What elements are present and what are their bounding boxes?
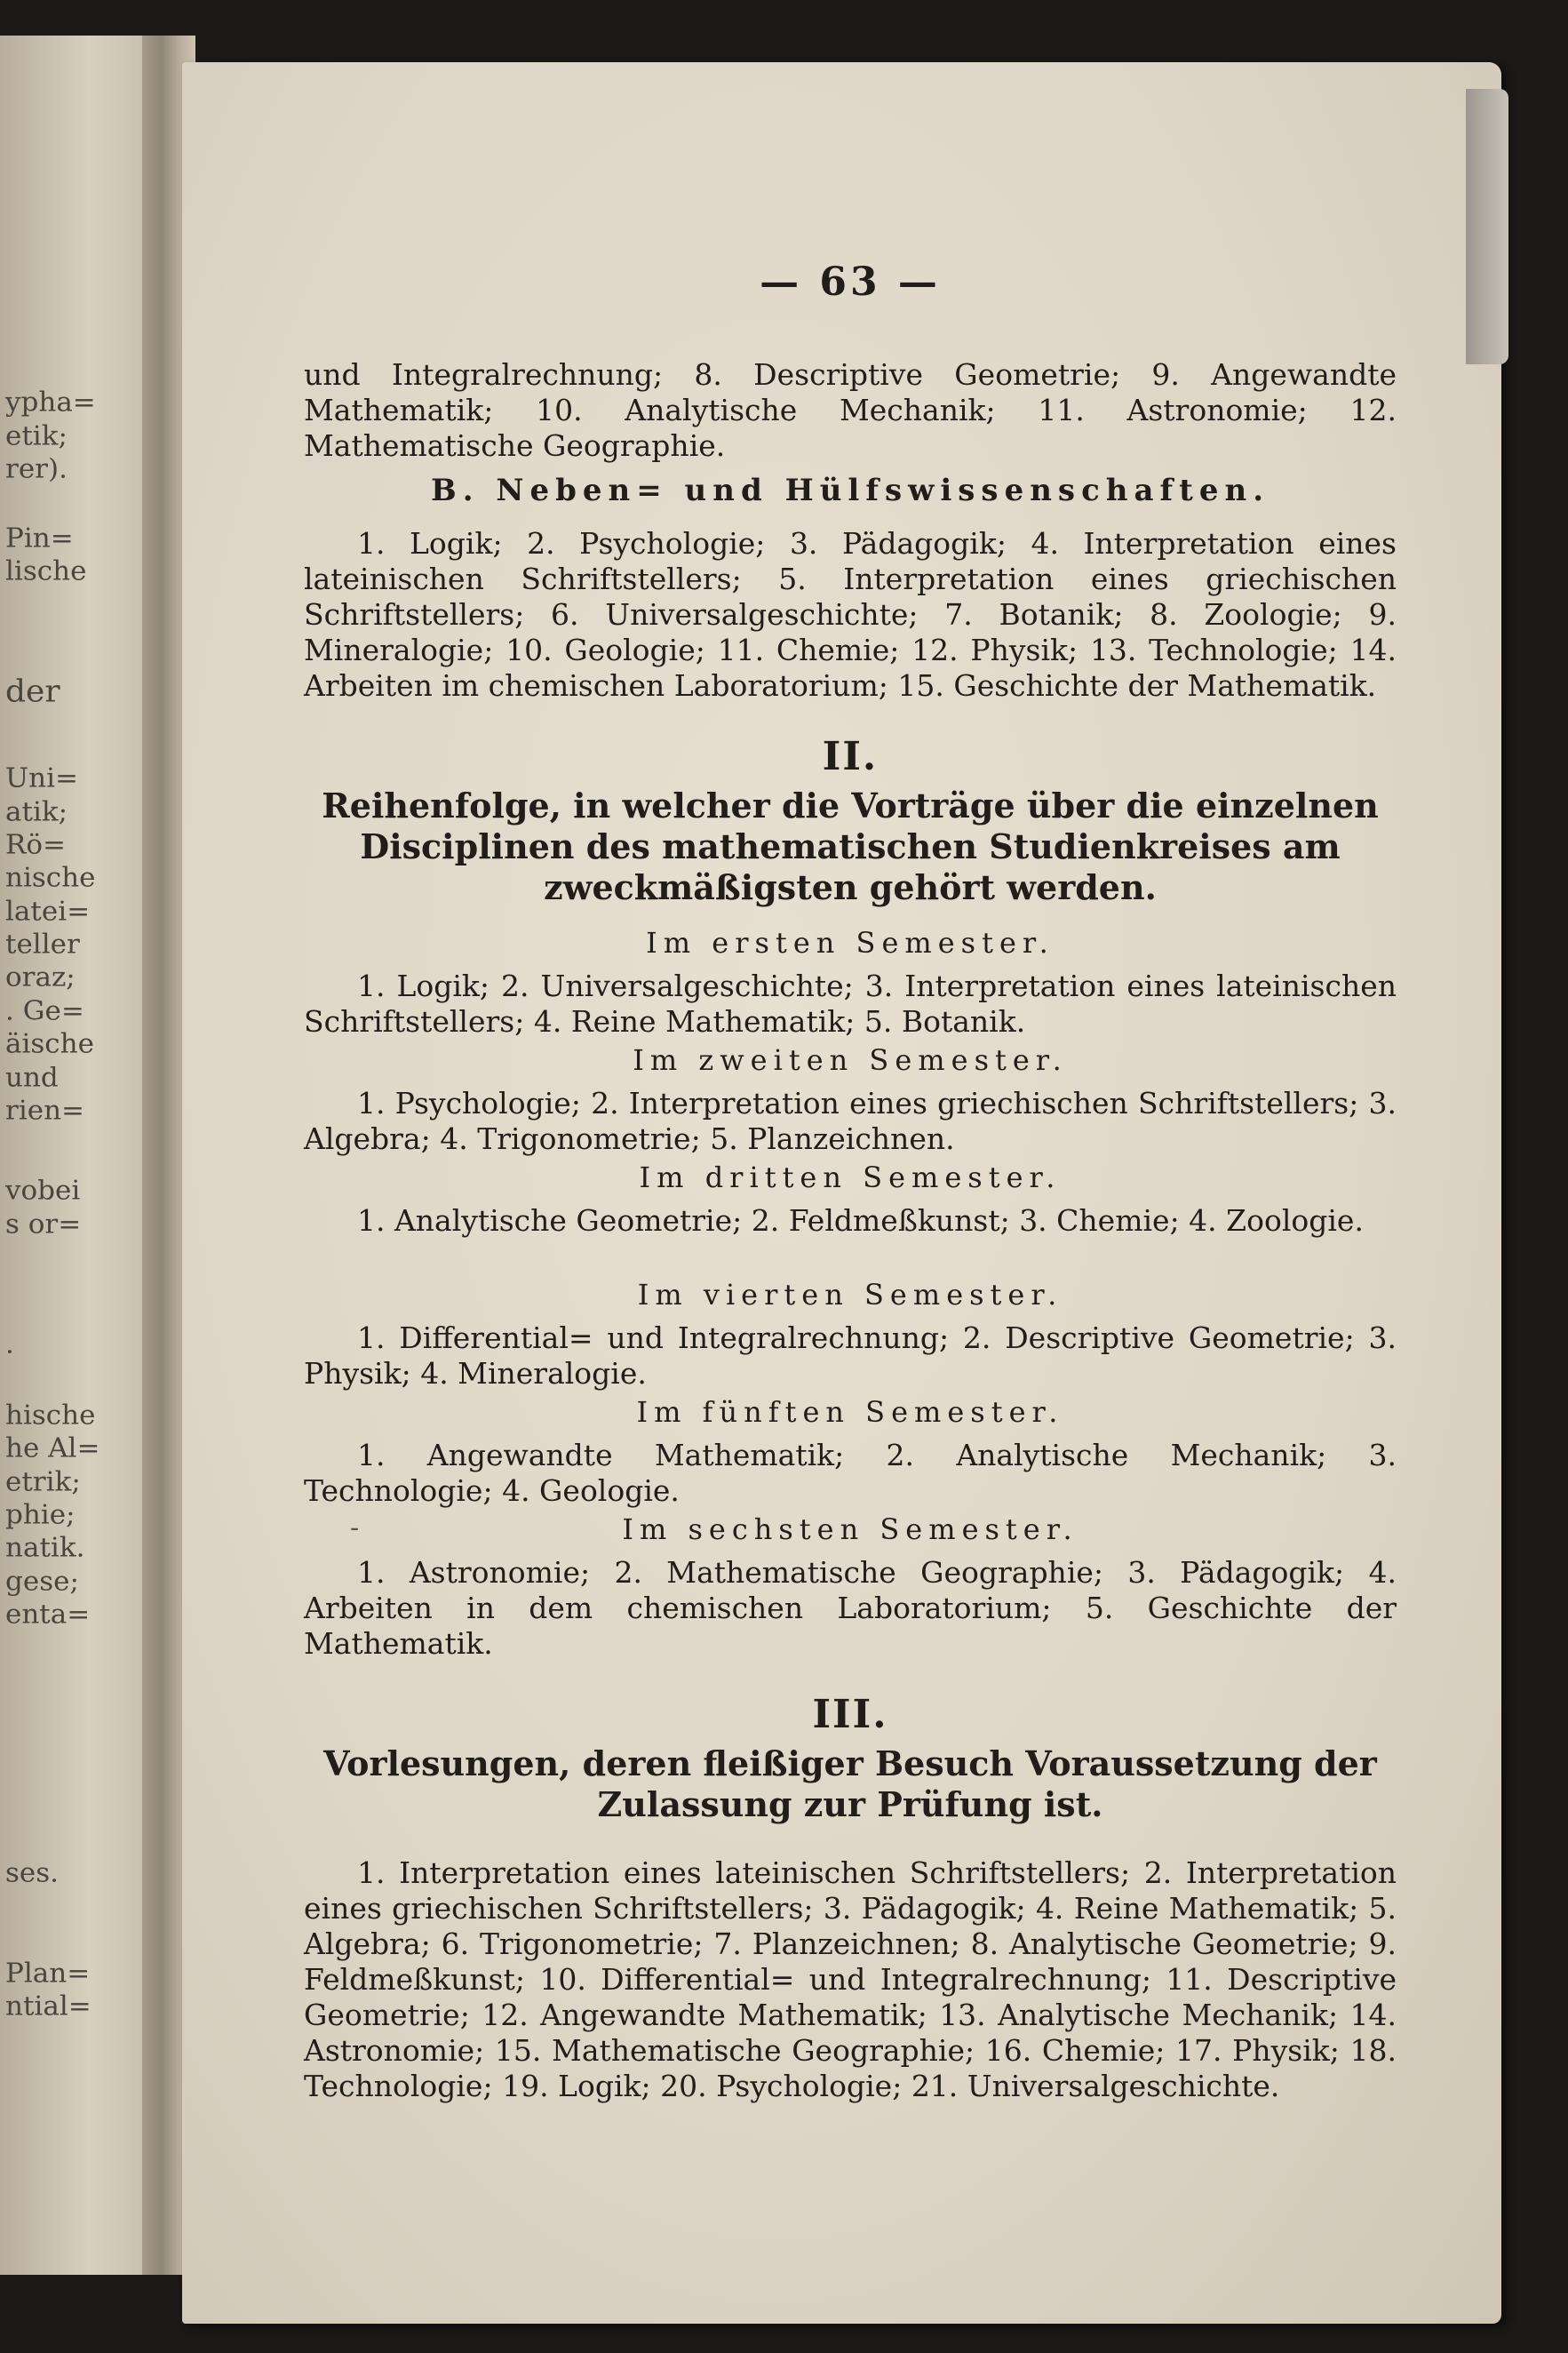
section-iii-numeral: III. bbox=[812, 1692, 888, 1737]
left-fragment: Pin= bbox=[5, 522, 74, 554]
left-fragment: äische bbox=[5, 1028, 94, 1060]
left-fragment: gese; bbox=[5, 1566, 79, 1598]
left-fragment: ntial= bbox=[5, 1990, 92, 2022]
section-ii-heading: Reihenfolge, in welcher die Vorträge über die einzelnen Disciplinen des mathematischen Studienkreises am zweckmäßigsten gehört werden. bbox=[322, 786, 1379, 907]
section-iii-heading: Vorlesungen, deren fleißiger Besuch Voraussetzung der Zulassung zur Prüfung ist. bbox=[323, 1743, 1377, 1824]
section-ii-numeral: II. bbox=[822, 734, 879, 779]
semester-text: 1. Psychologie; 2. Interpretation eines griechischen Schriftstellers; 3. Algebra; 4. Trigonometrie; 5. Planzeichnen. bbox=[304, 1086, 1397, 1156]
section-iii-text: 1. Interpretation eines lateinischen Schriftstellers; 2. Interpretation eines griechischen Schriftstellers; 3. Pädagogik; 4. Reine Mathematik; 5. Algebra; 6. Trigonometrie; 7. Planzeichnen; 8. Analytische Geometrie; 9. Feldmeßkunst; 10. Differential= und Integralrechnung; 11. Descriptive Geometrie; 12. Angewandte Mathematik; 13. Analytische Mechanik; 14. Astronomie; 15. Mathematische Geographie; 16. Chemie; 17. Physik; 18. Technologie; 19. Logik; 20. Psychologie; 21. Universalgeschichte. bbox=[304, 1855, 1397, 2103]
semester-title: Im zweiten Semester. bbox=[633, 1043, 1068, 1077]
left-fragment: der bbox=[5, 674, 60, 710]
left-fragment: latei= bbox=[5, 896, 91, 928]
semester-title: Im sechsten Semester. bbox=[622, 1512, 1078, 1546]
left-fragment: phie; bbox=[5, 1499, 76, 1531]
left-fragment: vobei bbox=[5, 1175, 81, 1207]
left-fragment: ses. bbox=[5, 1857, 60, 1889]
right-page bbox=[182, 62, 1501, 2324]
semester-title: Im vierten Semester. bbox=[637, 1278, 1063, 1312]
left-fragment: . bbox=[5, 1328, 14, 1360]
left-fragment: Rö= bbox=[5, 829, 66, 861]
page-corner-edge bbox=[1466, 89, 1508, 364]
left-fragment: atik; bbox=[5, 796, 68, 828]
left-fragment: s or= bbox=[5, 1208, 82, 1240]
left-fragment: he Al= bbox=[5, 1432, 100, 1464]
left-fragment: und bbox=[5, 1062, 59, 1094]
left-fragment: ypha= bbox=[5, 387, 96, 419]
continuation-paragraph: und Integralrechnung; 8. Descriptive Geometrie; 9. Angewandte Mathematik; 10. Analytische Mechanik; 11. Astronomie; 12. Mathematische Geographie. bbox=[304, 357, 1397, 463]
left-fragment: Uni= bbox=[5, 762, 78, 794]
left-fragment: etrik; bbox=[5, 1466, 81, 1498]
semester-text: 1. Analytische Geometrie; 2. Feldmeßkunst; 3. Chemie; 4. Zoologie. bbox=[357, 1203, 1364, 1238]
left-fragment: etik; bbox=[5, 420, 68, 452]
left-fragment: Plan= bbox=[5, 1958, 91, 1990]
semester-title: Im ersten Semester. bbox=[646, 926, 1055, 960]
left-fragment: teller bbox=[5, 929, 80, 961]
semester-text: 1. Astronomie; 2. Mathematische Geographie; 3. Pädagogik; 4. Arbeiten in dem chemischen Laboratorium; 5. Geschichte der Mathematik. bbox=[304, 1555, 1397, 1661]
section-b-heading: B. Neben= und Hülfswissenschaften. bbox=[430, 473, 1270, 508]
semester-text: 1. Differential= und Integralrechnung; 2. Descriptive Geometrie; 3. Physik; 4. Mineralogie. bbox=[304, 1320, 1397, 1391]
left-fragment: hische bbox=[5, 1400, 96, 1432]
left-page-edge bbox=[0, 36, 149, 2275]
left-fragment: rien= bbox=[5, 1095, 85, 1127]
left-fragment: lische bbox=[5, 555, 87, 587]
left-fragment: . Ge= bbox=[5, 995, 84, 1027]
left-fragment: oraz; bbox=[5, 961, 76, 993]
semester-title: Im dritten Semester. bbox=[639, 1161, 1062, 1194]
left-fragment: natik. bbox=[5, 1532, 85, 1564]
semester-title: Im fünften Semester. bbox=[636, 1395, 1064, 1429]
left-fragment: nische bbox=[5, 862, 96, 894]
page-number: — 63 — bbox=[760, 259, 941, 305]
section-b-text: 1. Logik; 2. Psychologie; 3. Pädagogik; 4. Interpretation eines lateinischen Schriftstellers; 5. Interpretation eines griechischen Schriftstellers; 6. Universalgeschichte; 7. Botanik; 8. Zoologie; 9. Mineralogie; 10. Geologie; 11. Chemie; 12. Physik; 13. Technologie; 14. Arbeiten im chemischen Laboratorium; 15. Geschichte der Mathematik. bbox=[304, 526, 1397, 703]
left-fragment: rer). bbox=[5, 453, 68, 485]
semester-text: 1. Logik; 2. Universalgeschichte; 3. Interpretation eines lateinischen Schriftstellers; 4. Reine Mathematik; 5. Botanik. bbox=[304, 969, 1397, 1039]
stray-mark: - bbox=[350, 1512, 360, 1543]
left-fragment: enta= bbox=[5, 1599, 91, 1631]
semester-text: 1. Angewandte Mathematik; 2. Analytische Mechanik; 3. Technologie; 4. Geologie. bbox=[304, 1438, 1397, 1508]
